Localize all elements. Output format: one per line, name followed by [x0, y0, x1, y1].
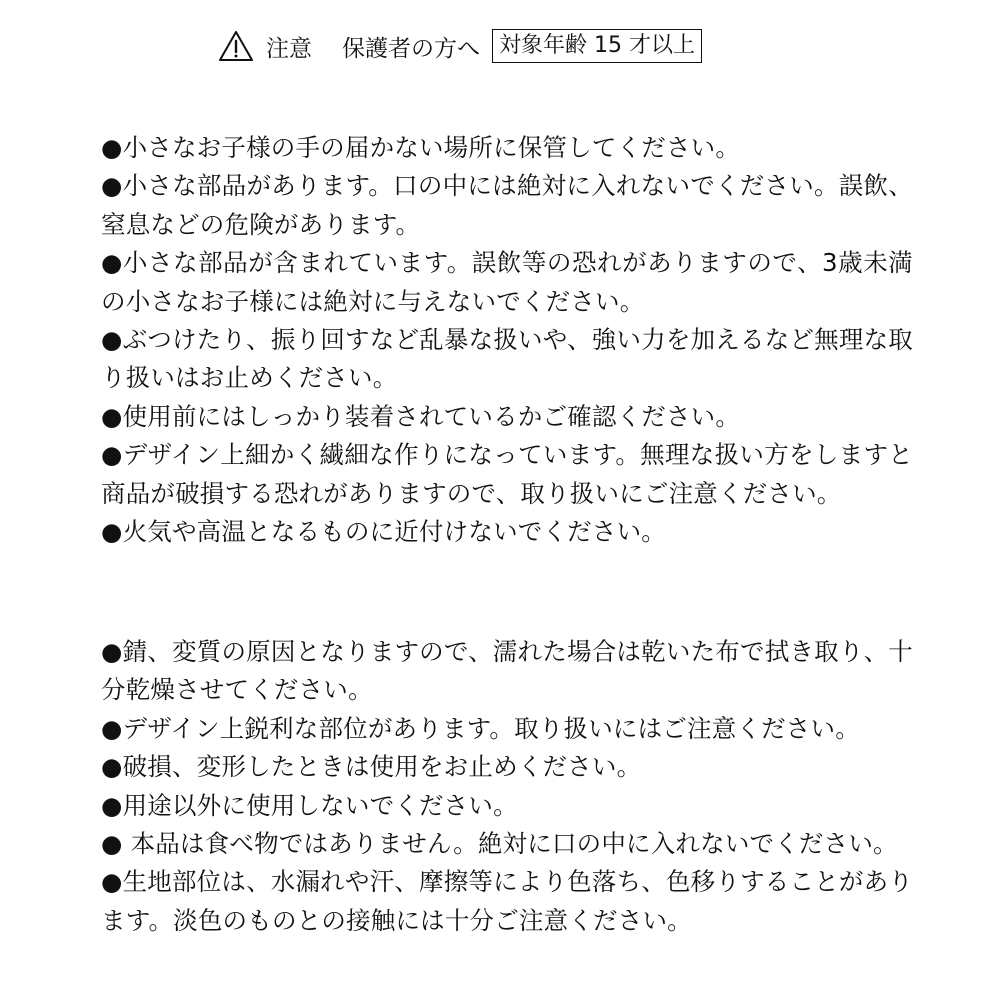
precautions-list-2 [101, 633, 913, 940]
precaution-item: ●デザイン上細かく繊細な作りになっています。無理な扱い方をしますと商品が破損する恐れがありますので、取り扱いにご注意ください。 [101, 440, 913, 508]
precaution-item: ●小さな部品があります。口の中には絶対に入れないでください。誤飲、窒息などの危険があります。 [101, 171, 913, 239]
warning-triangle-icon [218, 30, 254, 62]
precaution-item: ●火気や高温となるものに近付けないでください。 [101, 517, 666, 547]
caution-title: 注意 [266, 35, 312, 62]
precaution-item: ●錆、変質の原因となりますので、濡れた場合は乾いた布で拭き取り、十分乾燥させてください。 [101, 637, 913, 705]
target-age-badge: 対象年齢 15 才以上 [492, 29, 702, 63]
precautions-list-1 [101, 129, 913, 551]
precaution-item: ●小さな部品が含まれています。誤飲等の恐れがありますので、3歳未満の小さなお子様には絶対に与えないでください。 [101, 248, 913, 316]
precaution-item: ●ぶつけたり、振り回すなど乱暴な扱いや、強い力を加えるなど無理な取り扱いはお止めください。 [101, 325, 913, 393]
precaution-item: ●デザイン上鋭利な部位があります。取り扱いにはご注意ください。 [101, 713, 860, 743]
precaution-item: ●小さなお子様の手の届かない場所に保管してください。 [101, 133, 741, 162]
precaution-item: ● 本品は食べ物ではありません。絶対に口の中に入れないでください。 [101, 829, 898, 859]
precaution-item: ●用途以外に使用しないでください。 [101, 790, 518, 820]
precaution-item: ●生地部位は、水漏れや汗、摩擦等により色落ち、色移りすることがあります。淡色のものとの接触には十分ご注意ください。 [101, 867, 913, 935]
precaution-item: ●使用前にはしっかり装着されているかご確認ください。 [101, 401, 741, 431]
caution-header [218, 28, 702, 64]
precaution-item: ●破損、変形したときは使用をお止めください。 [101, 752, 642, 782]
guardian-notice: 保護者の方へ [342, 35, 480, 62]
